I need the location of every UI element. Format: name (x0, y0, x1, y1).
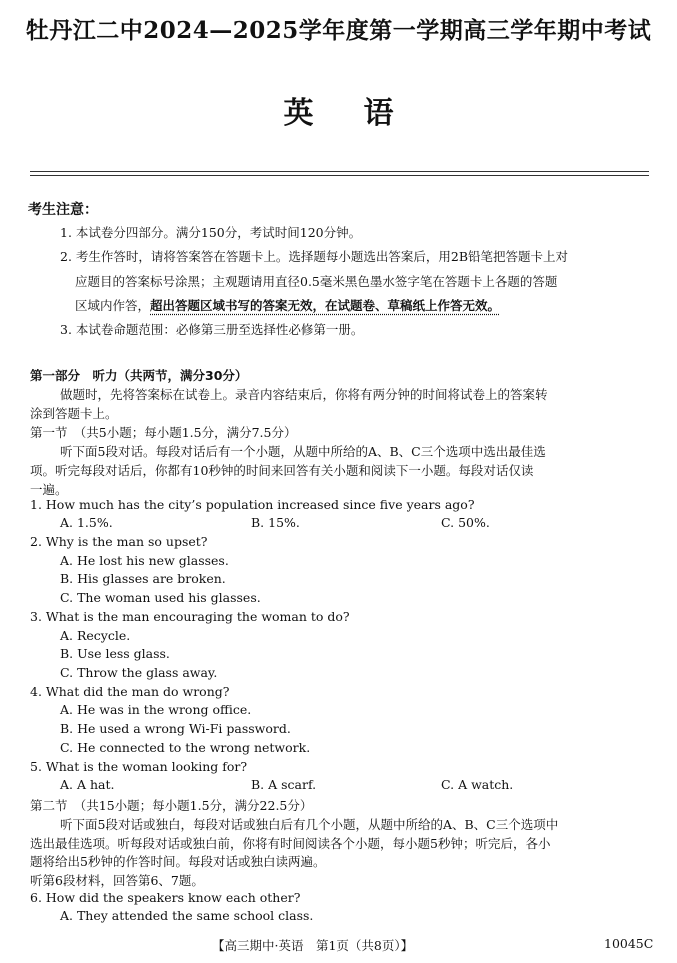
part1-heading: 第一部分 听力（共两节，满分30分） (30, 368, 248, 383)
exam-title: 牡丹江二中2024—2025学年度第一学期高三学年期中考试 (25, 17, 652, 44)
section2-heading: 第二节 （共15小题；每小题1.5分，满分22.5分） (30, 798, 313, 813)
material-6-instruction: 听第6段材料，回答第6、7题。 (30, 873, 204, 888)
question-1-option-a: A. 1.5%. (60, 515, 113, 530)
notice-emphasis: 超出答题区域书写的答案无效，在试题卷、草稿纸上作答无效。 (150, 298, 501, 313)
question-3-option-b: B. Use less glass. (60, 646, 170, 661)
section2-intro-line-2: 选出最佳选项。听每段对话或独白前，你将有时间阅读各个小题，每小题5秒钟；听完后，各小 (30, 836, 551, 851)
notice-item-1: 1. 本试卷分四部分。满分150分，考试时间120分钟。 (60, 225, 362, 240)
question-4-option-a: A. He was in the wrong office. (60, 702, 252, 717)
subject-title: 英语 (283, 96, 444, 131)
divider-bottom (30, 175, 649, 176)
notice-item-2-line-3 (75, 296, 500, 314)
divider-top (30, 171, 649, 172)
footer-code: 10045C (604, 936, 654, 951)
question-1-option-c: C. 50%. (441, 515, 490, 530)
section1-intro-line-2: 项。听完每段对话后，你都有10秒钟的时间来回答有关小题和阅读下一小题。每段对话仅读 (30, 463, 534, 478)
part1-intro-line-2: 涂到答题卡上。 (30, 406, 118, 421)
question-5: 5. What is the woman looking for? (30, 759, 248, 774)
question-2-option-b: B. His glasses are broken. (60, 571, 226, 586)
question-6-option-a: A. They attended the same school class. (60, 908, 314, 923)
question-5-option-b: B. A scarf. (251, 777, 317, 792)
section2-intro-line-1: 听下面5段对话或独白，每段对话或独白后有几个小题，从题中所给的A、B、C三个选项中 (60, 817, 559, 832)
section1-intro-line-1: 听下面5段对话。每段对话后有一个小题，从题中所给的A、B、C三个选项中选出最佳选 (60, 444, 546, 459)
question-1: 1. How much has the city’s population increased since five years ago? (30, 497, 475, 512)
question-4: 4. What did the man do wrong? (30, 684, 230, 699)
question-4-option-c: C. He connected to the wrong network. (60, 740, 311, 755)
question-2: 2. Why is the man so upset? (30, 534, 208, 549)
question-1-option-b: B. 15%. (251, 515, 300, 530)
notice-item-2-line-3-prefix: 区域内作答， (75, 298, 151, 313)
section1-heading: 第一节 （共5小题；每小题1.5分，满分7.5分） (30, 425, 297, 440)
question-5-option-a: A. A hat. (60, 777, 115, 792)
question-3-option-c: C. Throw the glass away. (60, 665, 218, 680)
notice-heading: 考生注意： (28, 202, 98, 218)
question-3: 3. What is the man encouraging the woman to do? (30, 609, 350, 624)
section1-intro-line-3: 一遍。 (30, 482, 68, 497)
question-5-option-c: C. A watch. (441, 777, 514, 792)
notice-item-2-line-2: 应题目的答案标号涂黑；主观题请用直径0.5毫米黑色墨水签字笔在答题卡上各题的答题 (75, 274, 558, 289)
question-2-option-c: C. The woman used his glasses. (60, 590, 261, 605)
footer-page-info: 【高三期中·英语 第1页（共8页）】 (212, 938, 414, 953)
question-2-option-a: A. He lost his new glasses. (60, 553, 229, 568)
section2-intro-line-3: 题将给出5秒钟的作答时间。每段对话或独白读两遍。 (30, 854, 326, 869)
notice-item-3: 3. 本试卷命题范围：必修第三册至选择性必修第一册。 (60, 322, 364, 337)
question-4-option-b: B. He used a wrong Wi-Fi password. (60, 721, 291, 736)
notice-item-2-line-1: 2. 考生作答时，请将答案答在答题卡上。选择题每小题选出答案后，用2B铅笔把答题卡上对 (60, 249, 569, 264)
question-3-option-a: A. Recycle. (60, 628, 131, 643)
question-6: 6. How did the speakers know each other? (30, 890, 301, 905)
part1-intro-line-1: 做题时，先将答案标在试卷上。录音内容结束后，你将有两分钟的时间将试卷上的答案转 (60, 387, 548, 402)
